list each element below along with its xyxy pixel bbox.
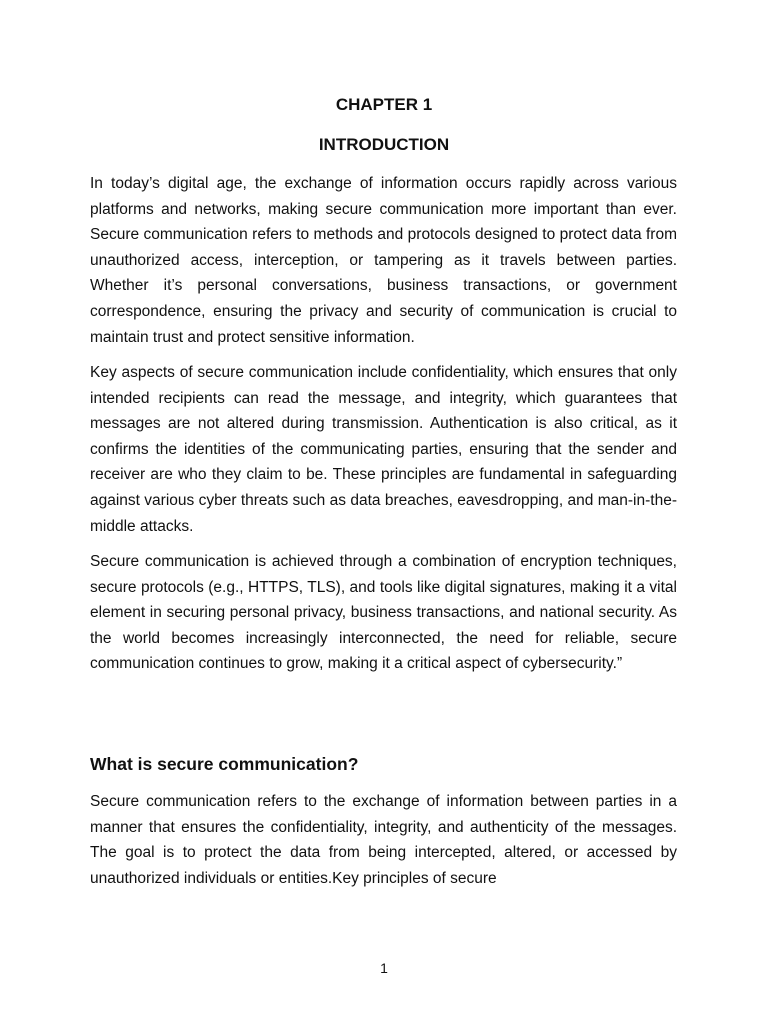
paragraph-intro-2: Key aspects of secure communication include confidentiality, which ensures that only intended recipients can read the message, and integrity, which guarantees that messages are not altered during transmission. Authentication is also critical, as it confirms the identities of the communicating parties, ensuring that the sender and receiver are who they claim to be. These principles are fundamental in safeguarding against various cyber threats such as data breaches, eavesdropping, and man-in-the-middle attacks. xyxy=(90,364,677,535)
page-number: 1 xyxy=(380,960,388,976)
paragraph-intro-3: Secure communication is achieved through a combination of encryption techniques, secure protocols (e.g., HTTPS, TLS), and tools like digital signatures, making it a vital element in securing personal privacy, business transactions, and national security. As the world becomes increasingly interconnected, the need for reliable, secure communication continues to grow, making it a critical aspect of cybersecurity.” xyxy=(90,553,677,673)
chapter-title: INTRODUCTION xyxy=(318,135,450,154)
paragraph-intro-1: In today’s digital age, the exchange of information occurs rapidly across various platforms and networks, making secure communication more important than ever. Secure communication refers to methods and protocols designed to protect data from unauthorized access, interception, or tampering as it travels between parties. Whether it’s personal conversations, business transactions, or government correspondence, ensuring the privacy and security of communication is crucial to maintain trust and protect sensitive information. xyxy=(90,175,677,346)
chapter-label: CHAPTER 1 xyxy=(335,95,433,114)
section-paragraph: Secure communication refers to the exchange of information between parties in a manner that ensures the confidentiality, integrity, and authenticity of the messages. The goal is to protect the data from being intercepted, altered, or accessed by unauthorized individuals or entities.Key principles of secure xyxy=(90,793,677,887)
section-heading: What is secure communication? xyxy=(90,754,359,774)
